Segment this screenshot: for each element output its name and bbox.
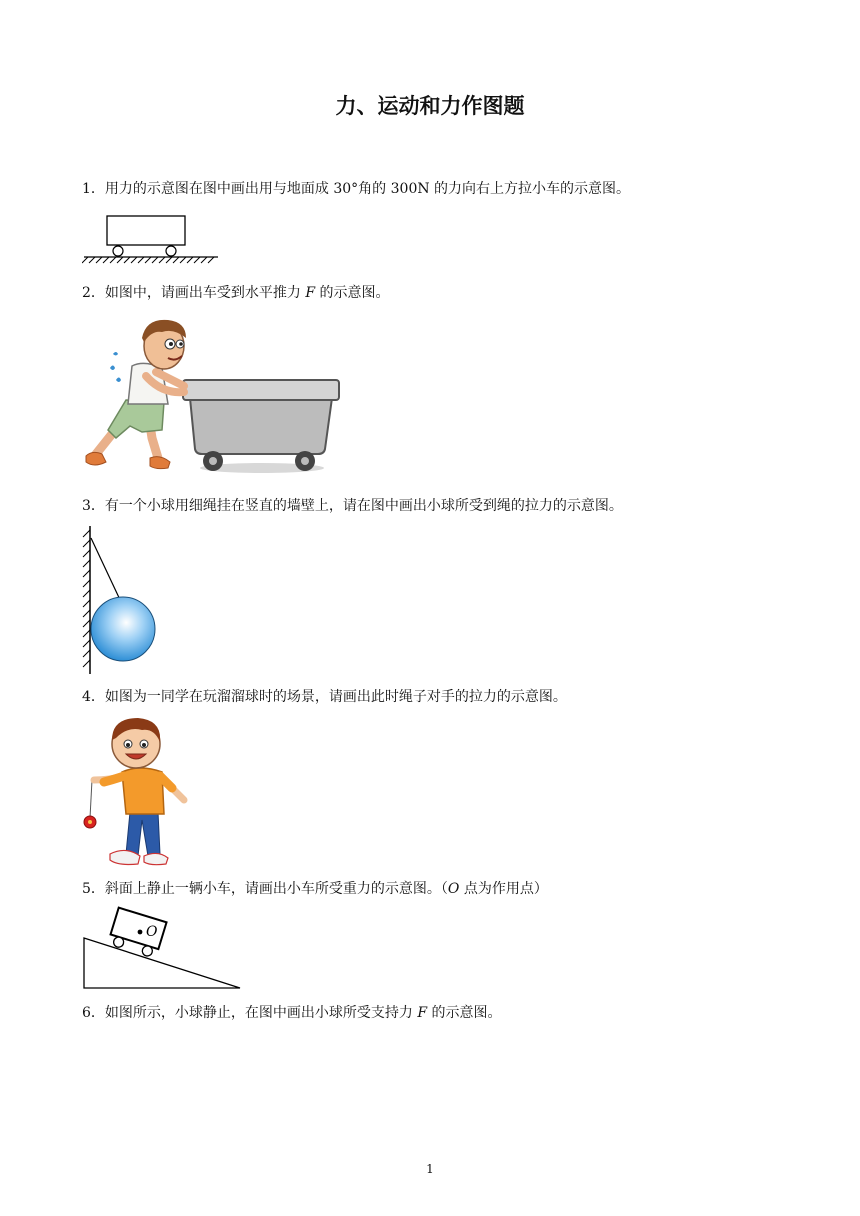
question-number: 6．: [82, 1005, 105, 1021]
question-number: 4．: [82, 689, 105, 705]
force-variable: F: [305, 285, 316, 301]
question-5: 5．斜面上静止一辆小车，请画出小车所受重力的示意图。（O 点为作用点）: [82, 881, 548, 897]
question-text: 如图为一同学在玩溜溜球时的场景，请画出此时绳子对手的拉力的示意图。: [104, 689, 567, 705]
cart-on-incline-figure: [82, 906, 247, 992]
question-text: 有一个小球用细绳挂在竖直的墙壁上，请在图中画出小球所受到绳的拉力的示意图。: [104, 498, 623, 514]
question-number: 3．: [82, 498, 105, 514]
boy-pushing-cart-figure: [82, 316, 344, 476]
question-text: 用力的示意图在图中画出用与地面成 30°角的 300N 的力向右上方拉小车的示意图。: [104, 181, 631, 197]
question-1: [82, 179, 630, 199]
question-4: [82, 687, 567, 707]
question-6: 6．如图所示，小球静止，在图中画出小球所受支持力 F 的示意图。: [82, 1005, 502, 1021]
question-2: 2．如图中，请画出车受到水平推力 F 的示意图。: [82, 285, 390, 301]
question-3: [82, 496, 623, 516]
question-number: 2．: [82, 285, 105, 301]
force-variable: F: [417, 1005, 428, 1021]
cart-on-ground-figure: [82, 212, 222, 264]
page-title: 力、运动和力作图题: [335, 94, 525, 118]
point-label: O: [146, 924, 158, 940]
question-number: 5．: [82, 881, 105, 897]
point-variable: O: [447, 881, 460, 897]
question-number: 1．: [82, 181, 105, 197]
page-number: 1: [426, 1162, 434, 1176]
action-point-o: [138, 930, 143, 935]
boy-playing-yoyo-figure: [82, 716, 192, 866]
ball-hanging-on-wall-figure: [82, 526, 162, 676]
